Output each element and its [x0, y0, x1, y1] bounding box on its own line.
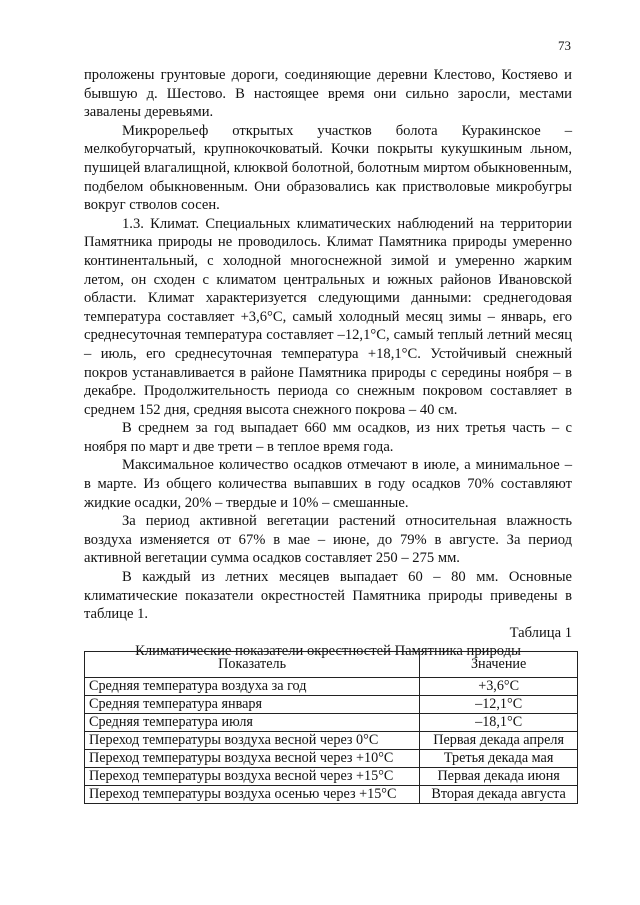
- table-cell-value: Первая декада июня: [420, 768, 578, 786]
- document-body: [84, 66, 572, 661]
- table-header-value: Значение: [420, 652, 578, 678]
- paragraph-microrelief: Микрорельеф открытых участков болота Куракинское – мелкобугорчатый, крупнокочковатый. Кочки покрыты кукушкиным льном, пушицей влагалищной, клюквой болотной, болотным миртом обыкновенным, подбелом обыкновенным. Они образовались как пристволовые микробугры вокруг стволов сосен.: [84, 122, 572, 214]
- table-cell-indicator: Средняя температура июля: [85, 714, 420, 732]
- paragraph-precipitation-max-min: Максимальное количество осадков отмечают в июле, а минимальное – в марте. Из общего количества выпавших в году осадков 70% составляют жидкие осадки, 20% – твердые и 10% – смешанные.: [84, 457, 572, 511]
- climate-table: [84, 651, 578, 804]
- table-number: Таблица 1: [509, 624, 572, 641]
- table-title: Климатические показатели окрестностей Памятника природы: [135, 643, 521, 660]
- table-row: [85, 786, 578, 804]
- table-row: [85, 750, 578, 768]
- page-number: 73: [558, 38, 571, 53]
- paragraph-roads: проложены грунтовые дороги, соединяющие деревни Клестово, Костяево и бывшую д. Шестово. В настоящее время они сильно заросли, местами завалены деревьями.: [84, 67, 572, 121]
- table-row: [85, 714, 578, 732]
- paragraph-humidity: За период активной вегетации растений относительная влажность воздуха изменяется от 67% в мае – июне, до 79% в августе. За период активной вегетации сумма осадков составляет 250 – 275 мм.: [84, 513, 572, 567]
- table-row: [85, 696, 578, 714]
- table-cell-indicator: Переход температуры воздуха осенью через +15°С: [85, 786, 420, 804]
- paragraph-climate: 1.3. Климат. Специальных климатических наблюдений на территории Памятника природы не проводилось. Климат Памятника природы умеренно континентальный, с холодной многоснежной зимой и умеренно жарким летом, он сходен с климатом центральных и южных районов Ивановской области. Климат характеризуется следующими данными: среднегодовая температура составляет +3,6°С, самый холодный месяц зимы – январь, его среднесуточная температура составляет –12,1°С, самый теплый летний месяц – июль, его среднесуточная температура +18,1°С. Устойчивый снежный покров устанавливается в районе Памятника природы с середины ноября – в декабре. Продолжительность периода со снежным покровом составляет в среднем 152 дня, средняя высота снежного покрова – 40 см.: [84, 215, 572, 418]
- table-cell-indicator: Переход температуры воздуха весной через +10°С: [85, 750, 420, 768]
- table-cell-indicator: Переход температуры воздуха весной через +15°С: [85, 768, 420, 786]
- table-row: [85, 768, 578, 786]
- table-row: [85, 732, 578, 750]
- table-row: [85, 678, 578, 696]
- table-cell-value: Первая декада апреля: [420, 732, 578, 750]
- table-cell-value: Третья декада мая: [420, 750, 578, 768]
- table-cell-value: Вторая декада августа: [420, 786, 578, 804]
- table-cell-value: +3,6°С: [420, 678, 578, 696]
- paragraph-summer-precipitation: В каждый из летних месяцев выпадает 60 – 80 мм. Основные климатические показатели окрестностей Памятника природы приведены в таблице 1.: [84, 569, 572, 623]
- table-header-row: [85, 652, 578, 678]
- paragraph-precipitation-annual: В среднем за год выпадает 660 мм осадков, из них третья часть – с ноября по март и две трети – в теплое время года.: [84, 420, 572, 455]
- table-cell-value: –12,1°С: [420, 696, 578, 714]
- table-cell-indicator: Переход температуры воздуха весной через 0°С: [85, 732, 420, 750]
- table-cell-value: –18,1°С: [420, 714, 578, 732]
- table-header-indicator: Показатель: [85, 652, 420, 678]
- table-cell-indicator: Средняя температура воздуха за год: [85, 678, 420, 696]
- table-cell-indicator: Средняя температура января: [85, 696, 420, 714]
